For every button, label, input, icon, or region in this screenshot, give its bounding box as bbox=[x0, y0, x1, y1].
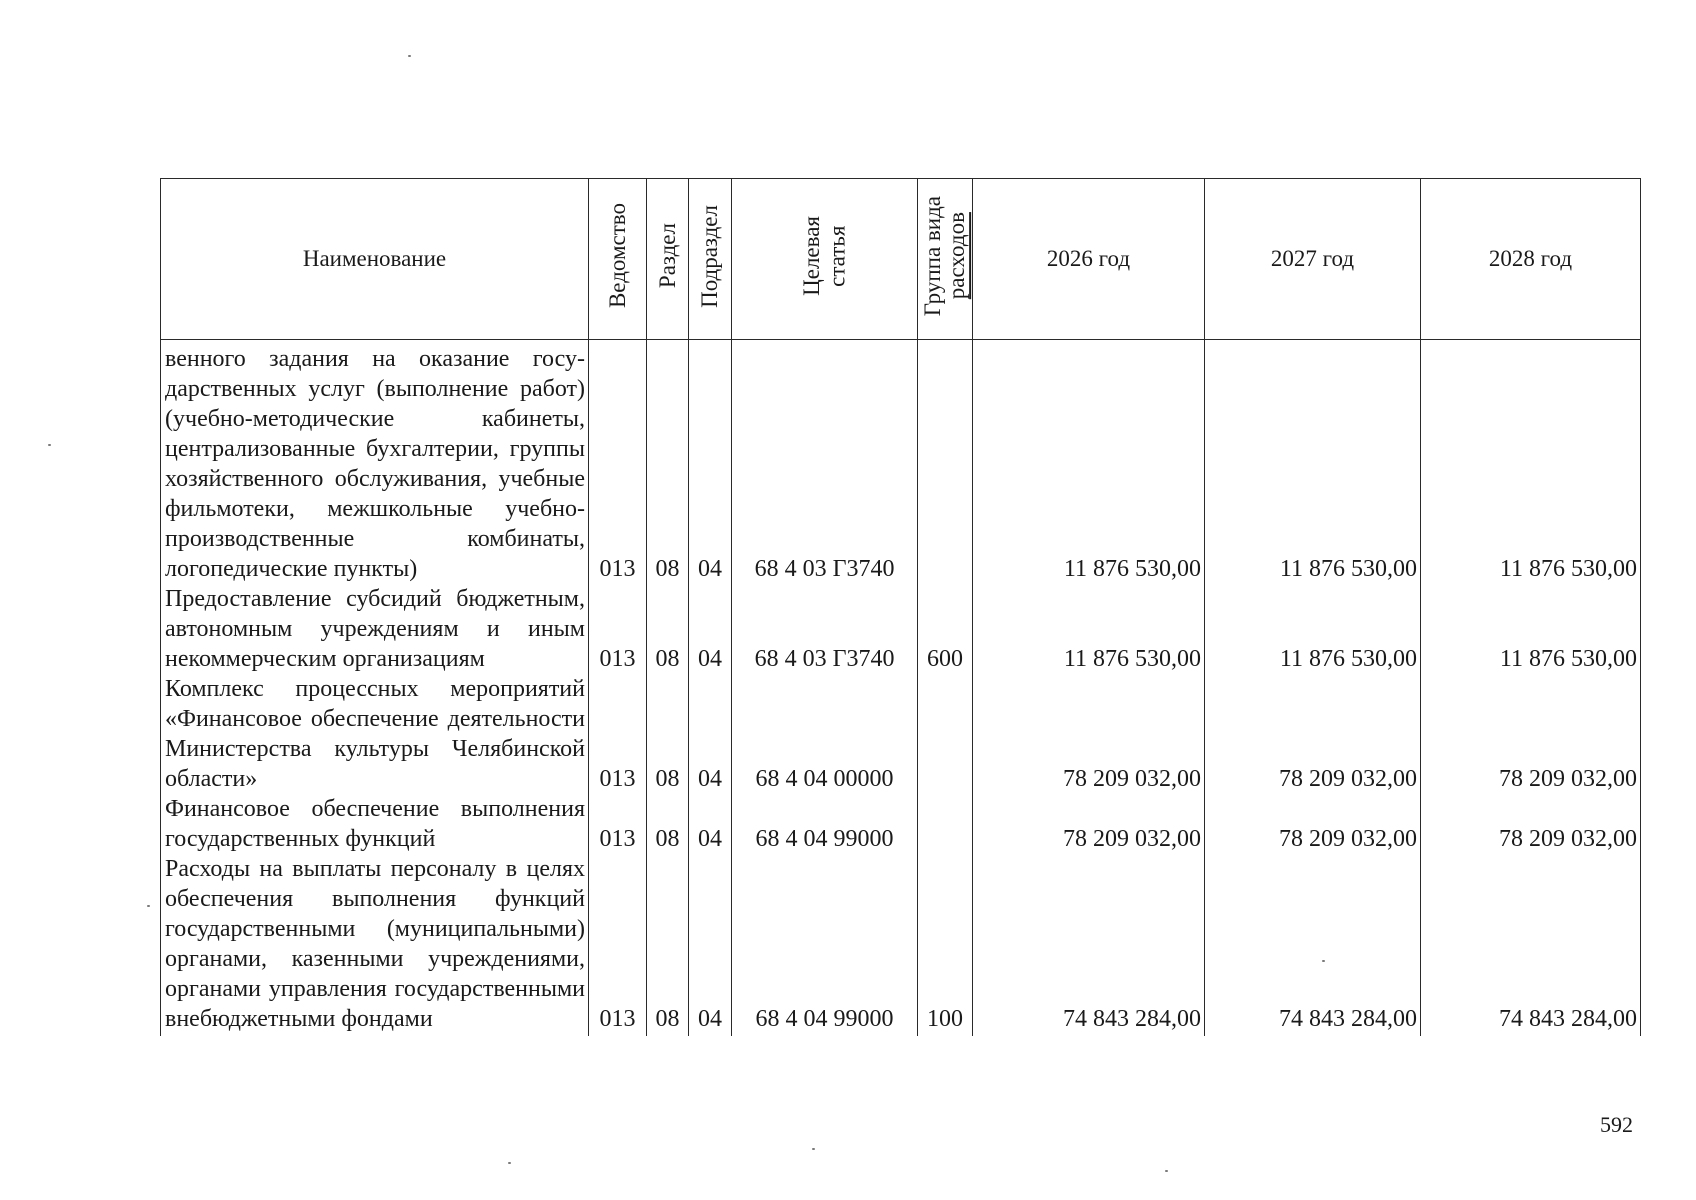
header-year-2027-label: 2027 год bbox=[1270, 246, 1355, 271]
header-tselevaya-label bbox=[799, 216, 850, 296]
row-podrazdel: 04 bbox=[689, 584, 732, 674]
row-name: Финансовое обеспечение выполнения государственных функций bbox=[161, 794, 589, 854]
scan-speck bbox=[408, 55, 411, 57]
row-amount-2026: 74 843 284,00 bbox=[973, 854, 1205, 1036]
row-podrazdel: 04 bbox=[689, 674, 732, 794]
page-number: 592 bbox=[1600, 1112, 1633, 1137]
header-razdel bbox=[647, 179, 689, 340]
header-podrazdel-label: Подраздел bbox=[697, 204, 723, 308]
table-row bbox=[161, 854, 1641, 1036]
row-razdel: 08 bbox=[647, 340, 689, 585]
table-row bbox=[161, 584, 1641, 674]
row-podrazdel: 04 bbox=[689, 854, 732, 1036]
scan-speck bbox=[1322, 960, 1325, 962]
header-tselevaya-statya bbox=[732, 179, 918, 340]
budget-table bbox=[160, 178, 1641, 1036]
row-amount-2026: 78 209 032,00 bbox=[973, 794, 1205, 854]
row-vedomstvo: 013 bbox=[589, 794, 647, 854]
row-podrazdel: 04 bbox=[689, 340, 732, 585]
scan-speck bbox=[147, 905, 150, 907]
table-row bbox=[161, 794, 1641, 854]
scan-speck bbox=[48, 444, 51, 446]
row-podrazdel: 04 bbox=[689, 794, 732, 854]
table-row bbox=[161, 674, 1641, 794]
header-tselevaya-line1: Целевая bbox=[799, 216, 825, 296]
header-tselevaya-line2: статья bbox=[824, 225, 850, 287]
row-amount-2028: 11 876 530,00 bbox=[1421, 584, 1641, 674]
header-gruppa-line2: расходов bbox=[944, 212, 969, 300]
row-amount-2026: 11 876 530,00 bbox=[973, 340, 1205, 585]
header-gruppa-label bbox=[921, 196, 969, 316]
row-razdel: 08 bbox=[647, 674, 689, 794]
table-row bbox=[161, 340, 1641, 585]
header-gruppa-line1: Группа вида bbox=[919, 195, 945, 317]
row-name: Расходы на выплаты персоналу в целях обеспечения выполнения функций государственными (муниципальными) органами, казенными учреждениями, органами управления государственными внебюджетными фондами bbox=[161, 854, 589, 1036]
header-year-2028-label: 2028 год bbox=[1488, 246, 1573, 271]
row-amount-2026: 11 876 530,00 bbox=[973, 584, 1205, 674]
header-razdel-label: Раздел bbox=[654, 223, 680, 289]
table-body bbox=[161, 340, 1641, 1037]
row-amount-2026: 78 209 032,00 bbox=[973, 674, 1205, 794]
header-vedomstvo bbox=[589, 179, 647, 340]
header-vedomstvo-label: Ведомство bbox=[604, 203, 630, 309]
scan-speck bbox=[1165, 1170, 1168, 1172]
row-razdel: 08 bbox=[647, 584, 689, 674]
header-year-2027 bbox=[1205, 179, 1421, 340]
row-vedomstvo: 013 bbox=[589, 674, 647, 794]
header-podrazdel bbox=[689, 179, 732, 340]
row-amount-2027: 11 876 530,00 bbox=[1205, 584, 1421, 674]
row-tselevaya-statya: 68 4 03 Г3740 bbox=[732, 340, 918, 585]
row-name: венного задания на оказание государственных услуг (выполнение работ) (учебно-методические кабинеты, централизованные бухгалтерии, группы хозяйственного обслуживания, учебные фильмотеки, межшкольные учебно-производственные комбинаты, логопедические пункты) bbox=[161, 340, 589, 585]
row-tselevaya-statya: 68 4 04 99000 bbox=[732, 854, 918, 1036]
row-tselevaya-statya: 68 4 03 Г3740 bbox=[732, 584, 918, 674]
scan-speck bbox=[508, 1162, 511, 1164]
scan-speck bbox=[812, 1148, 815, 1150]
table-header bbox=[161, 179, 1641, 340]
row-amount-2028: 78 209 032,00 bbox=[1421, 674, 1641, 794]
row-gruppa bbox=[918, 674, 973, 794]
header-year-2026 bbox=[973, 179, 1205, 340]
row-gruppa bbox=[918, 340, 973, 585]
row-tselevaya-statya: 68 4 04 00000 bbox=[732, 674, 918, 794]
header-year-2028 bbox=[1421, 179, 1641, 340]
row-gruppa: 600 bbox=[918, 584, 973, 674]
row-razdel: 08 bbox=[647, 854, 689, 1036]
row-amount-2028: 78 209 032,00 bbox=[1421, 794, 1641, 854]
row-vedomstvo: 013 bbox=[589, 854, 647, 1036]
row-amount-2027: 78 209 032,00 bbox=[1205, 794, 1421, 854]
row-amount-2028: 11 876 530,00 bbox=[1421, 340, 1641, 585]
row-amount-2028: 74 843 284,00 bbox=[1421, 854, 1641, 1036]
row-tselevaya-statya: 68 4 04 99000 bbox=[732, 794, 918, 854]
header-name-label: Наименование bbox=[302, 246, 447, 271]
row-amount-2027: 78 209 032,00 bbox=[1205, 674, 1421, 794]
header-gruppa-vida-raskhodov bbox=[918, 179, 973, 340]
row-gruppa bbox=[918, 794, 973, 854]
row-amount-2027: 11 876 530,00 bbox=[1205, 340, 1421, 585]
row-amount-2027: 74 843 284,00 bbox=[1205, 854, 1421, 1036]
row-name: Предоставление субсидий бюджетным, автономным учреждениям и иным некоммерческим организациям bbox=[161, 584, 589, 674]
header-name bbox=[161, 179, 589, 340]
row-gruppa: 100 bbox=[918, 854, 973, 1036]
row-name: Комплекс процессных мероприятий «Финансовое обеспечение деятельности Министерства культуры Челябинской области» bbox=[161, 674, 589, 794]
row-vedomstvo: 013 bbox=[589, 584, 647, 674]
row-vedomstvo: 013 bbox=[589, 340, 647, 585]
header-year-2026-label: 2026 год bbox=[1046, 246, 1131, 271]
row-razdel: 08 bbox=[647, 794, 689, 854]
